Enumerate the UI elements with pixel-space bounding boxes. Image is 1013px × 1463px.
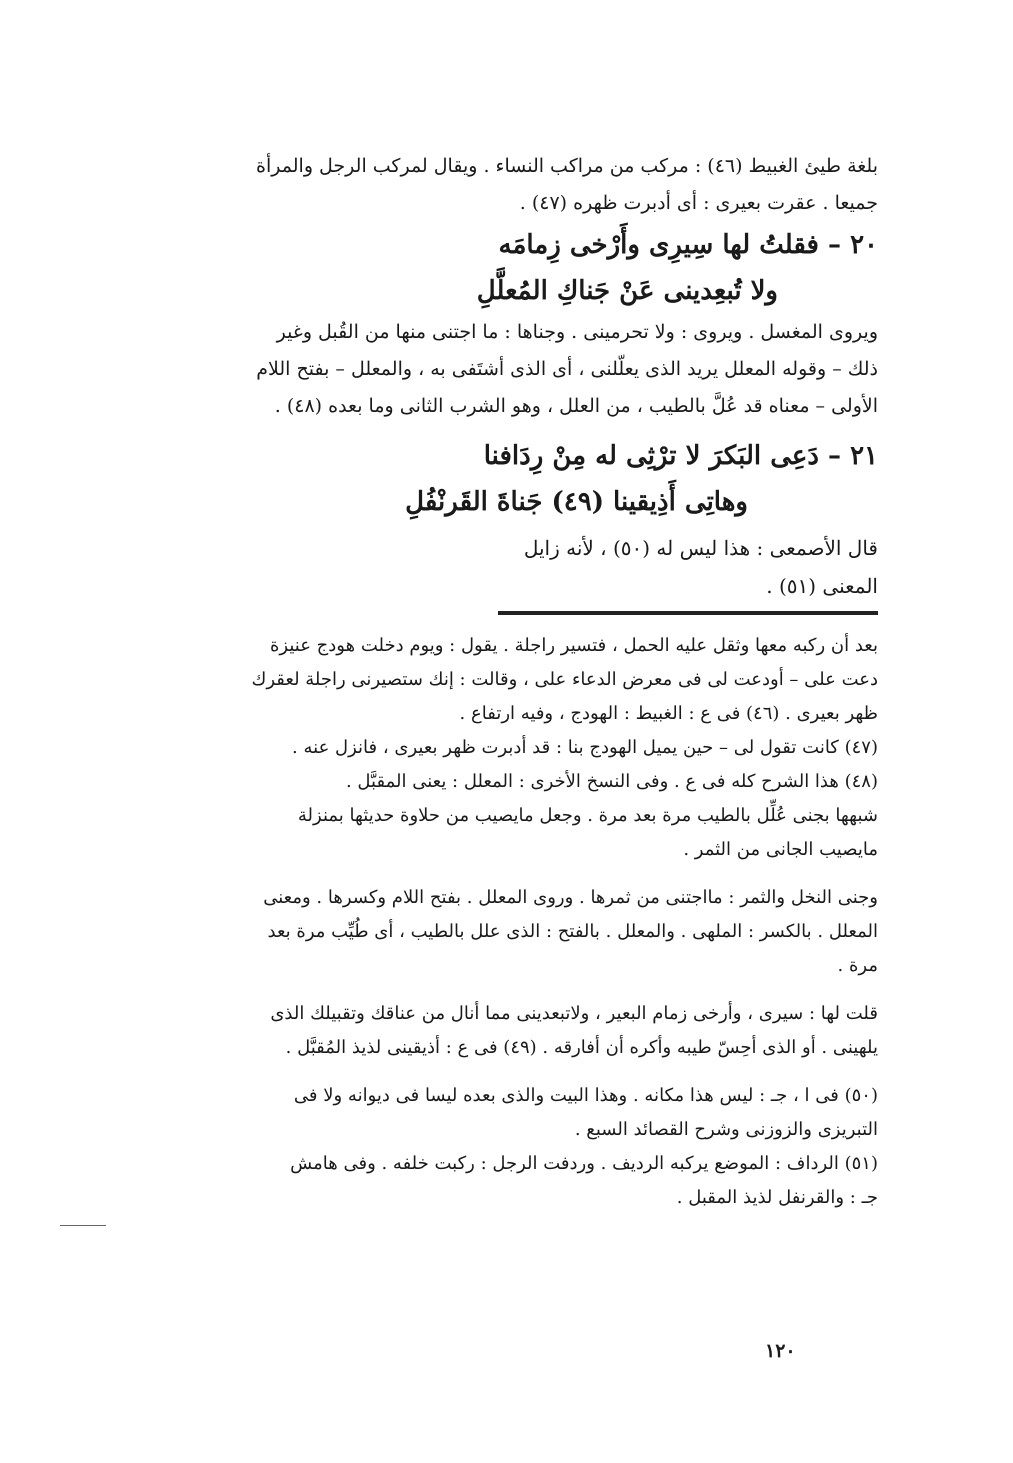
intro-line-1: بلغة طيئ الغبيط (٤٦) : مركب من مراكب النساء . ويقال لمركب الرجل والمرأة [256,155,878,177]
footnote-48: (٤٨) هذا الشرح كله فى ع . وفى النسخ الأخرى : المعلل : يعنى المقبَّل . [345,771,878,792]
commentary-20-line-2: ذلك – وقوله المعلل يريد الذى يعلّلنى ، أى الذى أشتَفى به ، والمعلل – بفتح اللام [256,358,878,380]
commentary-c-line-2: المعلل . بالكسر : الملهى . والمعلل . بالفتح : الذى علل بالطيب ، أى طُيِّب مرة بعد [267,921,878,942]
page-number: ١٢٠ [765,1340,796,1362]
page-body [108,148,878,1215]
verse-20-line-2: ولا تُبعِدينى عَنْ جَناكِ المُعلَّلِ [476,276,778,306]
commentary-a-line-1: بعد أن ركبه معها وثقل عليه الحمل ، فتسير راجلة . يقول : ويوم دخلت هودج عنيزة [269,635,878,656]
commentary-c-line-1: وجنى النخل والثمر : مااجتنى من ثمرها . وروى المعلل . بفتح اللام وكسرها . ومعنى [263,887,878,908]
footnotes-block [108,1079,878,1215]
commentary-d-line-1: قلت لها : سيرى ، وأرخى زمام البعير ، ولاتبعدينى مما أنال من عناقك وتقبيلك الذى [270,1003,878,1024]
commentary-a-line-2: دعت على – أودعت لى فى معرض الدعاء على ، وقالت : إنك ستصيرنى راجلة لعقرك [251,669,878,690]
verse-20-line-1: ٢٠ – فقلتُ لها سِيرِى وأَرْخى زِمامَه [498,230,878,260]
footnote-50-line-2: التبريزى والزوزنى وشرح القصائد السبع . [574,1119,878,1140]
commentary-20-line-3: الأولى – معناه قد عُلَّ بالطيب ، من العلل ، وهو الشرب الثانى وما بعده (٤٨) . [274,395,878,417]
verse-21-line-2: وهاتِى أَذِيقينا (٤٩) جَناةَ القَرنْفُلِ [405,487,748,517]
intro-line-2: جميعا . عقرت بعيرى : أى أدبرت ظهره (٤٧) . [519,192,878,214]
footnote-47: (٤٧) كانت تقول لى – حين يميل الهودج بنا : قد أدبرت ظهر بعيرى ، فانزل عنه . [292,737,878,758]
margin-mark [60,1225,106,1226]
footnote-51-line-1: (٥١) الرداف : الموضع يركبه الرديف . وردفت الرجل : ركبت خلفه . وفى هامش [290,1153,878,1174]
footnote-50-line-1: (٥٠) فى ا ، جـ : ليس هذا مكانه . وهذا البيت والذى بعده ليسا فى ديوانه ولا فى [293,1085,878,1106]
commentary-20-line-1: ويروى المغسل . ويروى : ولا تحرمينى . وجناها : ما اجتنى منها من القُبل وغير [276,321,878,343]
commentary-c-line-3: مرة . [837,955,878,976]
commentary-block-c [108,881,878,983]
commentary-a-line-3: ظهر بعيرى . (٤٦) فى ع : الغبيط : الهودج ، وفيه ارتفاع . [459,703,878,724]
verse-21-line-1: ٢١ – دَعِى البَكرَ لا ترْثِى له مِنْ رِدَافنا [483,441,878,471]
commentary-d-line-2: يلهينى . أو الذى أحِسّ طيبه وأكره أن أفارقه . (٤٩) فى ع : أذيقينى لذيذ المُقبَّل . [285,1037,878,1058]
footnote-51-line-2: جـ : والقرنفل لذيذ المقبل . [676,1187,878,1208]
commentary-block-a [108,629,878,867]
asmai-note: قال الأصمعى : هذا ليس له (٥٠) ، لأنه زايل المعنى (٥١) . [498,529,878,615]
commentary-block-d [108,997,878,1065]
commentary-b-line-1: شبهها بجنى عُلِّل بالطيب مرة بعد مرة . وجعل مايصيب من حلاوة حديثها بمنزلة [297,805,878,826]
commentary-b-line-2: مايصيب الجانى من الثمر . [683,839,878,860]
